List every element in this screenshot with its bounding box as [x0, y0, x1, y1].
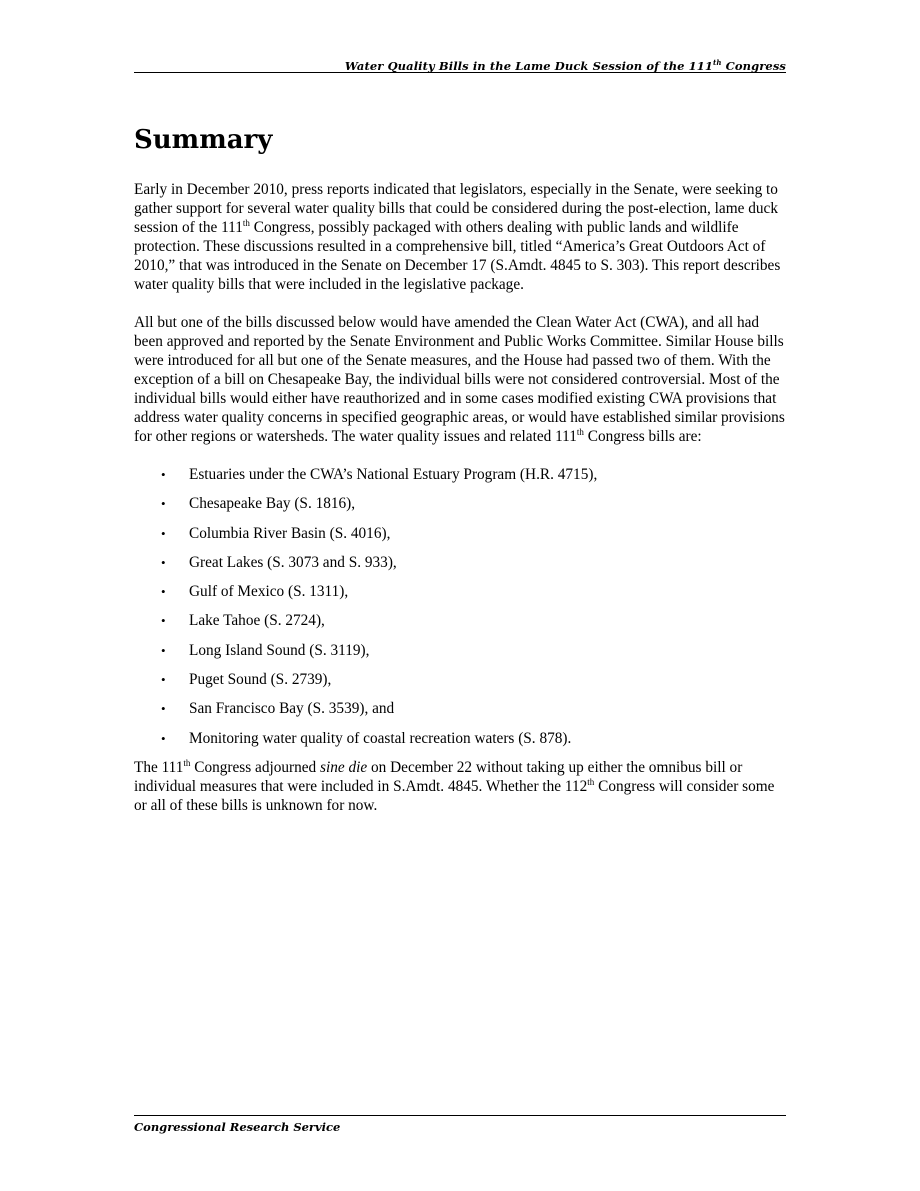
bullet-icon: • — [161, 730, 166, 746]
list-item-text: Chesapeake Bay (S. 1816), — [189, 495, 356, 513]
list-item — [134, 524, 786, 543]
bullet-icon: • — [161, 525, 166, 541]
header-title-sup: th — [713, 58, 722, 67]
bullet-icon: • — [161, 642, 166, 658]
section-heading: Summary — [134, 125, 273, 155]
bullet-icon: • — [161, 554, 166, 570]
list-item — [134, 699, 786, 718]
list-item — [134, 553, 786, 572]
paragraph-3-text-b: Congress adjourned — [190, 758, 321, 776]
header-title-suffix: Congress — [721, 58, 786, 73]
paragraph-3-text-d: Congress will consider some or all of these bills is unknown for now. — [134, 777, 775, 814]
list-item-text: Lake Tahoe (S. 2724), — [189, 612, 325, 630]
list-item-text: Puget Sound (S. 2739), — [189, 671, 332, 689]
bill-list — [134, 465, 786, 748]
bullet-icon: • — [161, 613, 166, 629]
list-item — [134, 582, 786, 601]
paragraph-2-text-a: All but one of the bills discussed below would have amended the Clean Water Act (CWA), and all had been approved and reported by the Senate Environment and Public Works Committee. Similar House bills were introduced for all but one of the Senate measures, and the House had passed two of them. With the exception of a bill on Chesapeake Bay, the individual bills were not considered controversial. Most of the individual bills would either have reauthorized and in some cases modified existing CWA provisions that address water quality concerns in specified geographic areas, or would have established similar provisions for other regions or watersheds. The water quality issues and related 111 — [134, 314, 785, 445]
paragraph-3-text-c: on December 22 without taking up either the omnibus bill or individual measures that were included in S.Amdt. 4845. Whether the 112 — [134, 758, 743, 795]
list-item-text: Columbia River Basin (S. 4016), — [189, 524, 391, 542]
bullet-icon: • — [161, 584, 166, 600]
paragraph-2 — [134, 313, 786, 446]
list-item-text: Great Lakes (S. 3073 and S. 933), — [189, 553, 397, 571]
list-item — [134, 670, 786, 689]
list-item — [134, 611, 786, 630]
bullet-icon: • — [161, 701, 166, 717]
list-item-text: Long Island Sound (S. 3119), — [189, 641, 370, 659]
bullet-icon: • — [161, 496, 166, 512]
page-body — [134, 120, 786, 834]
list-item — [134, 729, 786, 748]
paragraph-3 — [134, 758, 786, 815]
list-item — [134, 465, 786, 484]
paragraph-3-sup-1: th — [183, 757, 191, 768]
list-item-text: San Francisco Bay (S. 3539), and — [189, 700, 395, 718]
header-rule — [134, 72, 786, 73]
bullet-icon: • — [161, 467, 166, 482]
list-item-text: Monitoring water quality of coastal recreation waters (S. 878). — [189, 729, 572, 747]
header-title-prefix: Water Quality Bills in the Lame Duck Session of the 111 — [344, 58, 713, 73]
paragraph-1 — [134, 180, 786, 294]
bullet-icon: • — [161, 672, 166, 688]
paragraph-3-sup-2: th — [587, 776, 595, 787]
paragraph-2-sup: th — [576, 427, 584, 437]
paragraph-1-text-b: Congress, possibly packaged with others dealing with public lands and wildlife protection. These discussions resulted in a comprehensive bill, titled “America’s Great Outdoors Act of 2010,” that was introduced in the Senate on December 17 (S.Amdt. 4845 to S. 303). This report describes water quality bills that were included in the legislative package. — [134, 219, 781, 293]
paragraph-2-text-b: Congress bills are: — [583, 428, 702, 445]
paragraph-3-italic: sine die — [320, 758, 368, 776]
running-footer: Congressional Research Service — [134, 1120, 341, 1134]
paragraph-1-sup: th — [242, 218, 250, 228]
running-header — [134, 56, 786, 73]
paragraph-1-text-a: Early in December 2010, press reports indicated that legislators, especially in the Senate, were seeking to gather support for several water quality bills that could be considered during the post-election, lame duck session of the 111 — [134, 181, 778, 236]
footer-rule — [134, 1115, 786, 1116]
list-item — [134, 641, 786, 660]
list-item — [134, 494, 786, 513]
list-item-text: Estuaries under the CWA’s National Estuary Program (H.R. 4715), — [189, 466, 598, 483]
list-item-text: Gulf of Mexico (S. 1311), — [189, 583, 349, 601]
paragraph-3-text-a: The 111 — [134, 758, 184, 776]
